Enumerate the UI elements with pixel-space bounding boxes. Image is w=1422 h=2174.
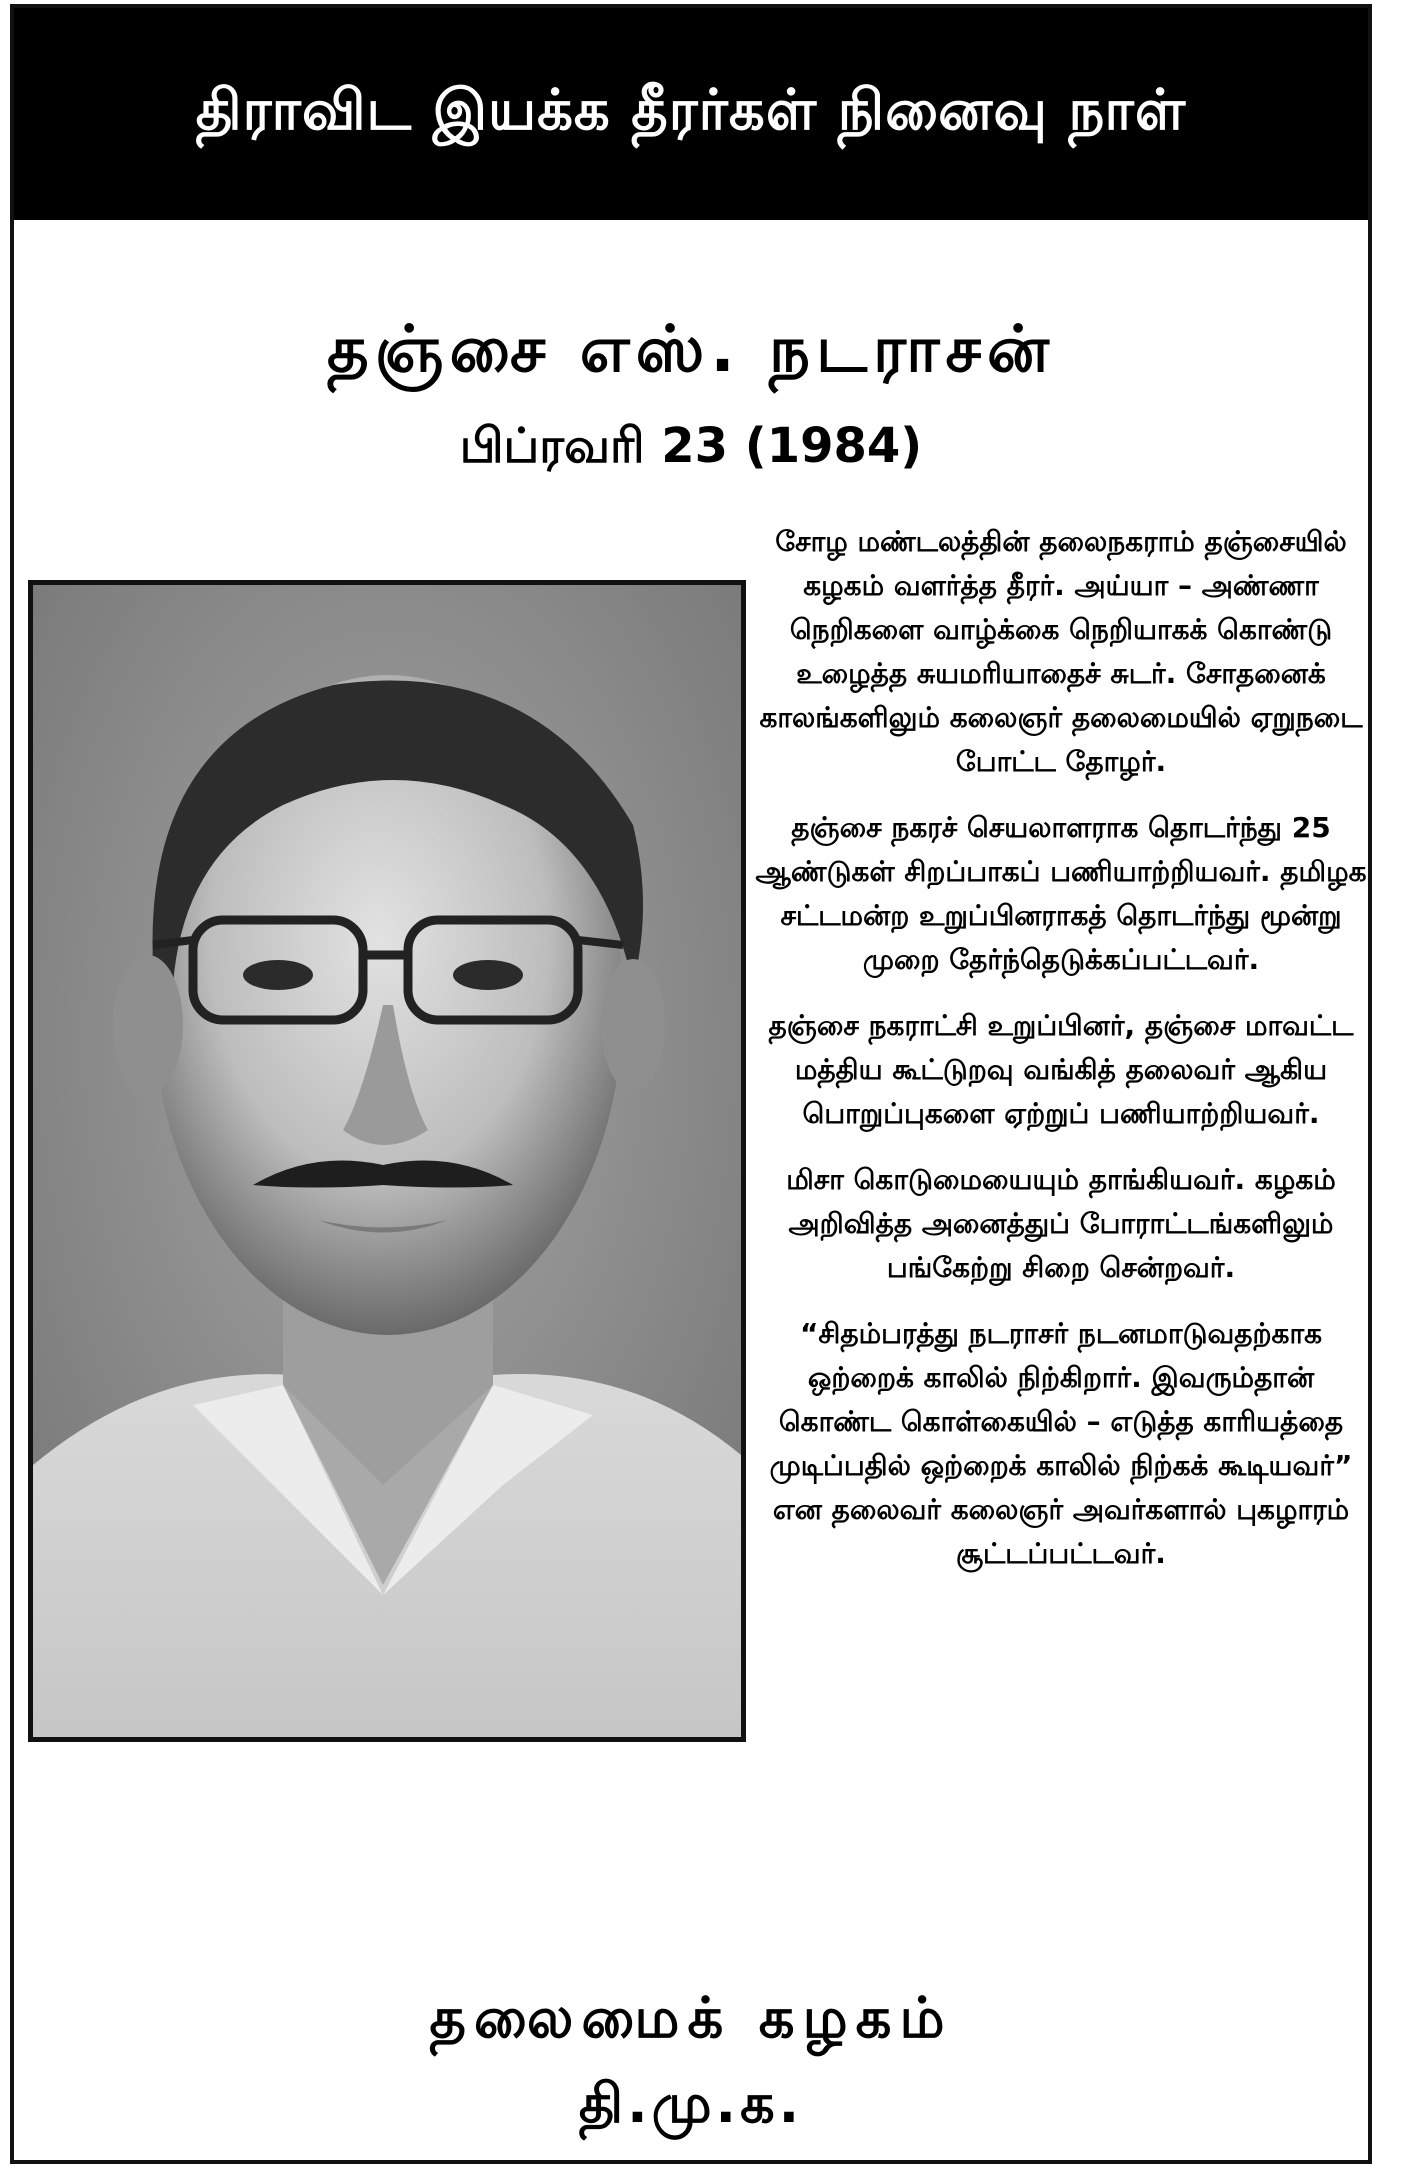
bio-paragraph: சோழ மண்டலத்தின் தலைநகராம் தஞ்சையில் கழகம் வளர்த்த தீரர். அய்யா – அண்ணா நெறிகளை வாழ்க்கை நெறியாகக் கொண்டு உழைத்த சுயமரியாதைச் சுடர். சோதனைக் காலங்களிலும் கலைஞர் தலைமையில் ஏறுநடை போட்ட தோழர். xyxy=(759,525,1363,778)
footer-organization: தலைமைக் கழகம் xyxy=(429,1986,953,2051)
bio-paragraph: மிசா கொடுமையையும் தாங்கியவர். கழகம் அறிவித்த அனைத்துப் போராட்டங்களிலும் பங்கேற்று சிறை சென்றவர். xyxy=(786,1163,1336,1284)
footer-party: தி.மு.க. xyxy=(578,2072,804,2135)
portrait-photo xyxy=(28,580,746,1742)
biography xyxy=(750,520,1372,1598)
person-name: தஞ்சை எஸ். நடராசன் xyxy=(327,313,1055,387)
bio-paragraph: தஞ்சை நகராட்சி உறுப்பினர், தஞ்சை மாவட்ட மத்திய கூட்டுறவு வங்கித் தலைவர் ஆகிய பொறுப்புகளை ஏற்றுப் பணியாற்றியவர். xyxy=(768,1009,1354,1130)
memorial-notice xyxy=(10,4,1372,2164)
bio-paragraph: “சிதம்பரத்து நடராசர் நடனமாடுவதற்காக ஒற்றைக் காலில் நிற்கிறார். இவரும்தான் கொண்ட கொள்கையில் – எடுத்த காரியத்தை முடிப்பதில் ஒற்றைக் காலில் நிற்கக் கூடியவர்” என தலைவர் கலைஞர் அவர்களால் புகழாரம் சூட்டப்பட்டவர். xyxy=(769,1317,1353,1570)
header-banner xyxy=(14,8,1368,220)
memorial-date: பிப்ரவரி 23 (1984) xyxy=(459,418,923,474)
portrait-photo-icon xyxy=(33,585,741,1737)
banner-title: திராவிட இயக்க தீரர்கள் நினைவு நாள் xyxy=(195,78,1187,143)
bio-paragraph: தஞ்சை நகரச் செயலாளராக தொடர்ந்து 25 ஆண்டுகள் சிறப்பாகப் பணியாற்றியவர். தமிழக சட்டமன்ற உறுப்பினராகத் தொடர்ந்து மூன்று முறை தேர்ந்தெடுக்கப்பட்டவர். xyxy=(755,811,1367,976)
